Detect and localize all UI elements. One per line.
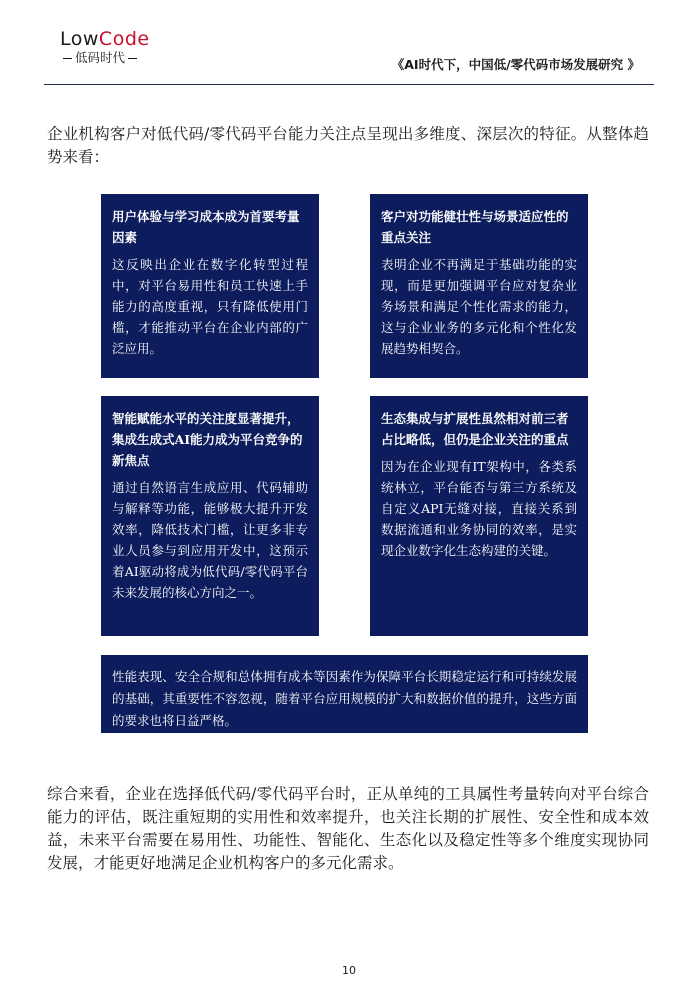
logo-dash-right xyxy=(128,58,137,59)
card-body: 这反映出企业在数字化转型过程中，对平台易用性和员工快速上手能力的高度重视，只有降低使用门槛，才能推动平台在企业内部的广泛应用。 xyxy=(112,257,308,356)
card-ai-empowerment xyxy=(101,396,319,636)
card-body: 通过自然语言生成应用、代码辅助与解释等功能，能够极大提升开发效率，降低技术门槛，让更多非专业人员参与到应用开发中，这预示着AI驱动将成为低代码/零代码平台未来发展的核心方向之一。 xyxy=(112,480,308,600)
logo xyxy=(60,28,156,66)
card-title: 用户体验与学习成本成为首要考量因素 xyxy=(112,209,300,245)
logo-text-accent: Code xyxy=(98,28,150,50)
card-body: 因为在企业现有IT架构中，各类系统林立，平台能否与第三方系统及自定义API无缝对接，直接关系到数据流通和业务协同的效率，是实现企业数字化生态构建的关键。 xyxy=(381,459,577,558)
logo-subtitle-text: 低码时代 xyxy=(75,50,126,65)
logo-wordmark xyxy=(60,28,156,50)
report-title: 《AI时代下，中国低/零代码市场发展研究 》 xyxy=(391,57,640,72)
card-ecosystem xyxy=(370,396,588,636)
intro-paragraph: 企业机构客户对低代码/零代码平台能力关注点呈现出多维度、深层次的特征。从整体趋势来看： xyxy=(47,125,649,166)
summary-paragraph: 综合来看，企业在选择低代码/零代码平台时，正从单纯的工具属性考量转向对平台综合能力的评估，既注重短期的实用性和效率提升，也关注长期的扩展性、安全性和成本效益，未来平台需要在易用性、功能性、智能化、生态化以及稳定性等多个维度实现协同发展，才能更好地满足企业机构客户的多元化需求。 xyxy=(47,785,649,872)
logo-subtitle xyxy=(60,50,156,66)
card-title: 生态集成与扩展性虽然相对前三者占比略低，但仍是企业关注的重点 xyxy=(381,411,569,447)
logo-text-main: Low xyxy=(60,28,99,50)
page-number: 10 xyxy=(342,964,356,977)
card-user-experience xyxy=(101,194,319,378)
card-title: 智能赋能水平的关注度显著提升，集成生成式AI能力成为平台竞争的新焦点 xyxy=(112,411,303,468)
card-performance-security xyxy=(101,655,588,733)
card-body: 表明企业不再满足于基础功能的实现，而是更加强调平台应对复杂业务场景和满足个性化需求的能力，这与企业业务的多元化和个性化发展趋势相契合。 xyxy=(381,257,577,356)
card-title: 客户对功能健壮性与场景适应性的重点关注 xyxy=(381,209,569,245)
header-divider xyxy=(44,84,654,85)
logo-dash-left xyxy=(63,58,72,59)
card-body: 性能表现、安全合规和总体拥有成本等因素作为保障平台长期稳定运行和可持续发展的基础，其重要性不容忽视，随着平台应用规模的扩大和数据价值的提升，这些方面的要求也将日益严格。 xyxy=(112,669,577,728)
card-functionality xyxy=(370,194,588,378)
